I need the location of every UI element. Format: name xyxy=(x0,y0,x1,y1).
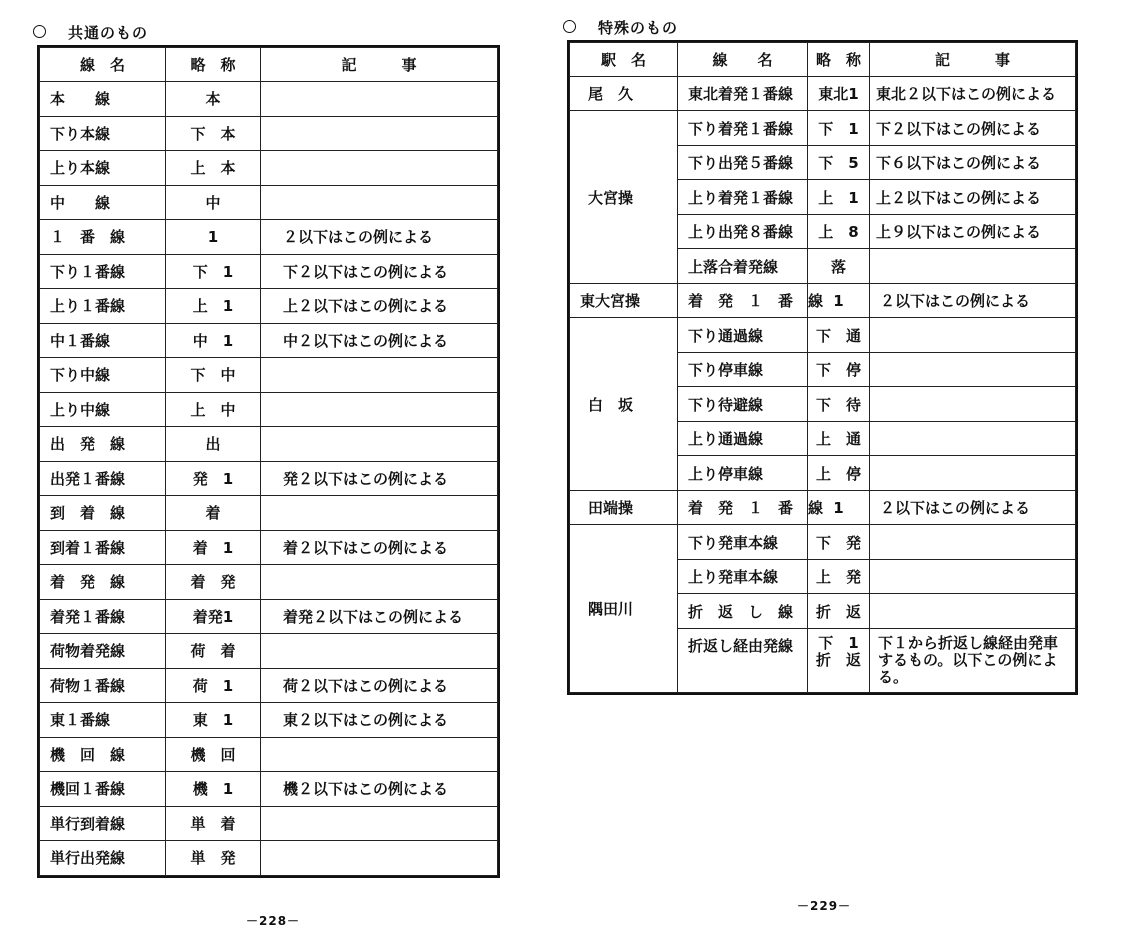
abbreviation: 1 xyxy=(808,491,870,525)
note xyxy=(261,806,498,841)
abbreviation: 上 8 xyxy=(808,215,870,249)
note: 着発２以下はこの例による xyxy=(261,599,498,634)
table-row xyxy=(40,151,498,186)
table-row xyxy=(40,772,498,807)
line-name: 上り中線 xyxy=(40,392,166,427)
abbreviation: 下 本 xyxy=(166,116,261,151)
note xyxy=(261,116,498,151)
abbreviation: 着 1 xyxy=(166,530,261,565)
line-name: 上り出発８番線 xyxy=(678,215,808,249)
table-row xyxy=(40,427,498,462)
table-row xyxy=(40,634,498,669)
left-header-abbr: 略 称 xyxy=(166,48,261,82)
abbreviation: 東北1 xyxy=(808,77,870,111)
abbreviation: 本 xyxy=(166,82,261,117)
left-section-heading: 共通のもの xyxy=(33,22,148,43)
table-row xyxy=(40,116,498,151)
note xyxy=(870,422,1076,456)
abbreviation: 上 1 xyxy=(166,289,261,324)
right-header-line: 線 名 xyxy=(678,43,808,77)
note: 下６以下はこの例による xyxy=(870,146,1076,180)
note xyxy=(870,560,1076,594)
abbreviation: 下 停 xyxy=(808,353,870,387)
note xyxy=(870,318,1076,353)
line-name: 折返し経由発線 xyxy=(678,629,808,693)
abbreviation: 落 xyxy=(808,249,870,284)
line-name: 単行出発線 xyxy=(40,841,166,876)
left-header-line: 線 名 xyxy=(40,48,166,82)
table-row xyxy=(40,496,498,531)
abbreviation: 1 xyxy=(166,220,261,255)
abbreviation: 上 通 xyxy=(808,422,870,456)
right-section-heading: 特殊のもの xyxy=(563,17,678,38)
table-row xyxy=(40,358,498,393)
table-row xyxy=(40,703,498,738)
line-name: 下り出発５番線 xyxy=(678,146,808,180)
abbreviation: 下 待 xyxy=(808,387,870,422)
table-row xyxy=(40,599,498,634)
abbreviation: 下 5 xyxy=(808,146,870,180)
abbreviation: 折 返 xyxy=(808,594,870,629)
abbreviation-line-2: 折 返 xyxy=(815,651,861,669)
note xyxy=(870,387,1076,422)
note: 下２以下はこの例による xyxy=(870,111,1076,146)
station-okyu: 尾 久 xyxy=(570,77,678,111)
abbreviation: 荷 着 xyxy=(166,634,261,669)
line-name: 上り発車本線 xyxy=(678,560,808,594)
station-shirasaka: 白 坂 xyxy=(570,318,678,491)
note xyxy=(261,151,498,186)
line-name: 出 発 線 xyxy=(40,427,166,462)
table-row xyxy=(40,668,498,703)
line-name: 着 発 １ 番 線 xyxy=(678,284,808,318)
left-page-number: －228－ xyxy=(246,914,301,928)
line-name: 機回１番線 xyxy=(40,772,166,807)
note: 東北２以下はこの例による xyxy=(870,77,1076,111)
line-name: 上落合着発線 xyxy=(678,249,808,284)
abbreviation: 上 1 xyxy=(808,180,870,215)
note xyxy=(261,82,498,117)
line-name: 上り本線 xyxy=(40,151,166,186)
line-name: 到着１番線 xyxy=(40,530,166,565)
line-name: １ 番 線 xyxy=(40,220,166,255)
station-tabata: 田端操 xyxy=(570,491,678,525)
line-name: 上り着発１番線 xyxy=(678,180,808,215)
table-row xyxy=(570,491,1076,525)
table-row xyxy=(40,530,498,565)
note: 中２以下はこの例による xyxy=(261,323,498,358)
table-row xyxy=(40,289,498,324)
line-name: 上り通過線 xyxy=(678,422,808,456)
note xyxy=(870,525,1076,560)
abbreviation: 上 中 xyxy=(166,392,261,427)
note xyxy=(261,496,498,531)
abbreviation: 機 回 xyxy=(166,737,261,772)
abbreviation-line-1: 下 1 xyxy=(818,634,859,652)
note: 荷２以下はこの例による xyxy=(261,668,498,703)
station-omiya: 大宮操 xyxy=(570,111,678,284)
line-name: 下り発車本線 xyxy=(678,525,808,560)
abbreviation: 発 1 xyxy=(166,461,261,496)
table-row xyxy=(40,82,498,117)
note xyxy=(870,353,1076,387)
line-name: 下り１番線 xyxy=(40,254,166,289)
circle-bullet-icon xyxy=(563,20,576,33)
left-header-note: 記 事 xyxy=(261,48,498,82)
right-header-abbr: 略 称 xyxy=(808,43,870,77)
note xyxy=(261,634,498,669)
table-row xyxy=(570,77,1076,111)
abbreviation: 1 xyxy=(808,284,870,318)
note: 下１から折返し線経由発車するもの。以下この例による。 xyxy=(870,629,1076,693)
note: ２以下はこの例による xyxy=(870,284,1076,318)
abbreviation xyxy=(808,629,870,693)
abbreviation: 機 1 xyxy=(166,772,261,807)
line-name: 東１番線 xyxy=(40,703,166,738)
line-name: 下り中線 xyxy=(40,358,166,393)
note: 発２以下はこの例による xyxy=(261,461,498,496)
line-name: 下り停車線 xyxy=(678,353,808,387)
line-name: 到 着 線 xyxy=(40,496,166,531)
table-row xyxy=(40,254,498,289)
abbreviation: 上 本 xyxy=(166,151,261,186)
right-header-row xyxy=(570,43,1076,77)
note xyxy=(261,392,498,427)
abbreviation: 下 1 xyxy=(166,254,261,289)
note: 下２以下はこの例による xyxy=(261,254,498,289)
note xyxy=(261,427,498,462)
left-table xyxy=(39,47,498,876)
abbreviation: 中 1 xyxy=(166,323,261,358)
note xyxy=(870,249,1076,284)
circle-bullet-icon xyxy=(33,25,46,38)
right-page-number: －229－ xyxy=(797,899,852,913)
table-row xyxy=(40,185,498,220)
note xyxy=(261,841,498,876)
line-name: 中１番線 xyxy=(40,323,166,358)
line-name: 下り待避線 xyxy=(678,387,808,422)
note: ２以下はこの例による xyxy=(870,491,1076,525)
table-row xyxy=(40,841,498,876)
line-name: 機 回 線 xyxy=(40,737,166,772)
abbreviation: 着 発 xyxy=(166,565,261,600)
line-name: 上り停車線 xyxy=(678,456,808,491)
note xyxy=(261,737,498,772)
abbreviation: 下 通 xyxy=(808,318,870,353)
line-name: 上り１番線 xyxy=(40,289,166,324)
right-header-note: 記 事 xyxy=(870,43,1076,77)
note xyxy=(870,456,1076,491)
table-row xyxy=(40,806,498,841)
abbreviation: 下 発 xyxy=(808,525,870,560)
abbreviation: 単 発 xyxy=(166,841,261,876)
line-name: 着 発 １ 番 線 xyxy=(678,491,808,525)
note xyxy=(261,185,498,220)
note xyxy=(261,358,498,393)
table-row xyxy=(570,318,1076,353)
abbreviation: 下 1 xyxy=(808,111,870,146)
table-row xyxy=(570,111,1076,146)
abbreviation: 中 xyxy=(166,185,261,220)
table-row xyxy=(40,461,498,496)
note: 機２以下はこの例による xyxy=(261,772,498,807)
abbreviation: 着発1 xyxy=(166,599,261,634)
line-name: 下り着発１番線 xyxy=(678,111,808,146)
line-name: 荷物１番線 xyxy=(40,668,166,703)
line-name: 着 発 線 xyxy=(40,565,166,600)
line-name: 中 線 xyxy=(40,185,166,220)
line-name: 東北着発１番線 xyxy=(678,77,808,111)
abbreviation: 東 1 xyxy=(166,703,261,738)
abbreviation: 下 中 xyxy=(166,358,261,393)
right-table xyxy=(569,42,1076,693)
table-row xyxy=(40,565,498,600)
table-row xyxy=(40,737,498,772)
line-name: 着発１番線 xyxy=(40,599,166,634)
right-header-station: 駅 名 xyxy=(570,43,678,77)
abbreviation: 荷 1 xyxy=(166,668,261,703)
table-row xyxy=(570,284,1076,318)
note: 上９以下はこの例による xyxy=(870,215,1076,249)
line-name: 単行到着線 xyxy=(40,806,166,841)
line-name: 折 返 し 線 xyxy=(678,594,808,629)
line-name: 荷物着発線 xyxy=(40,634,166,669)
line-name: 本 線 xyxy=(40,82,166,117)
abbreviation: 出 xyxy=(166,427,261,462)
abbreviation: 着 xyxy=(166,496,261,531)
left-header-row xyxy=(40,48,498,82)
note xyxy=(261,565,498,600)
table-row xyxy=(40,220,498,255)
table-row xyxy=(40,392,498,427)
abbreviation: 上 停 xyxy=(808,456,870,491)
line-name: 出発１番線 xyxy=(40,461,166,496)
station-sumidagawa: 隅田川 xyxy=(570,525,678,693)
note: 東２以下はこの例による xyxy=(261,703,498,738)
abbreviation: 上 発 xyxy=(808,560,870,594)
note: 上２以下はこの例による xyxy=(261,289,498,324)
note: 着２以下はこの例による xyxy=(261,530,498,565)
note: 上２以下はこの例による xyxy=(870,180,1076,215)
note: ２以下はこの例による xyxy=(261,220,498,255)
table-row xyxy=(570,525,1076,560)
table-row xyxy=(40,323,498,358)
line-name: 下り本線 xyxy=(40,116,166,151)
line-name: 下り通過線 xyxy=(678,318,808,353)
abbreviation: 単 着 xyxy=(166,806,261,841)
note xyxy=(870,594,1076,629)
station-higashi-omiya: 東大宮操 xyxy=(570,284,678,318)
